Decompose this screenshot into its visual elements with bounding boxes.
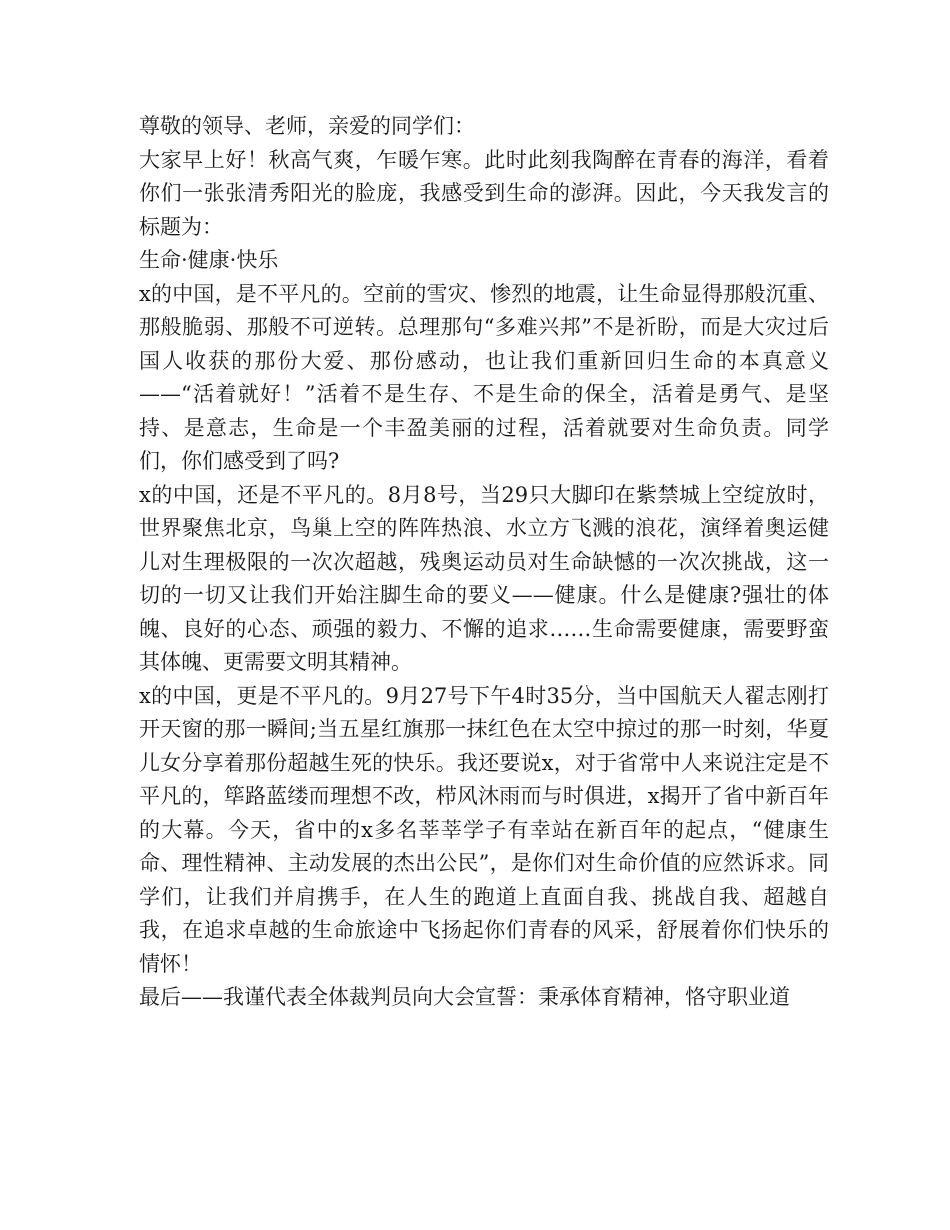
paragraph-happiness: x的中国，更是不平凡的。9月27号下午4时35分，当中国航天人翟志刚打开天窗的那一瞬间;当五星红旗那一抹红色在太空中掠过的那一时刻，华夏儿女分享着那份超越生死的快乐。我还要说x，对于省常中人来说注定是不平凡的，筚路蓝缕而理想不改，栉风沐雨而与时俱进，x揭开了省中新百年的大幕。今天，省中的x多名莘莘学子有幸站在新百年的起点，“健康生命、理性精神、主动发展的杰出公民”，是你们对生命价值的应然诉求。同学们，让我们并肩携手，在人生的跑道上直面自我、挑战自我、超越自我，在追求卓越的生命旅途中飞扬起你们青春的风采，舒展着你们快乐的情怀！: [139, 683, 829, 976]
document-body: [139, 110, 829, 1015]
speech-title: 生命·健康·快乐: [139, 248, 279, 272]
salutation: 尊敬的领导、老师，亲爱的同学们：: [139, 114, 475, 138]
closing-paragraph: 最后——我谨代表全体裁判员向大会宣誓：秉承体育精神，恪守职业道: [139, 985, 790, 1009]
paragraph-health: x的中国，还是不平凡的。8月8号，当29只大脚印在紫禁城上空绽放时，世界聚焦北京，鸟巢上空的阵阵热浪、水立方飞溅的浪花，演绎着奥运健儿对生理极限的一次次超越，残奥运动员对生命缺憾的一次次挑战，这一切的一切又让我们开始注脚生命的要义——健康。什么是健康?强壮的体魄、良好的心态、顽强的毅力、不懈的追求……生命需要健康，需要野蛮其体魄、更需要文明其精神。: [139, 482, 829, 674]
paragraph-life: x的中国，是不平凡的。空前的雪灾、惨烈的地震，让生命显得那般沉重、那般脆弱、那般不可逆转。总理那句“多难兴邦”不是祈盼，而是大灾过后国人收获的那份大爱、那份感动，也让我们重新回归生命的本真意义——“活着就好！”活着不是生存、不是生命的保全，活着是勇气、是坚持、是意志，生命是一个丰盈美丽的过程，活着就要对生命负责。同学们，你们感受到了吗?: [139, 281, 829, 473]
greeting-paragraph: 大家早上好！秋高气爽，乍暖乍寒。此时此刻我陶醉在青春的海洋，看着你们一张张清秀阳光的脸庞，我感受到生命的澎湃。因此，今天我发言的标题为：: [139, 147, 829, 239]
